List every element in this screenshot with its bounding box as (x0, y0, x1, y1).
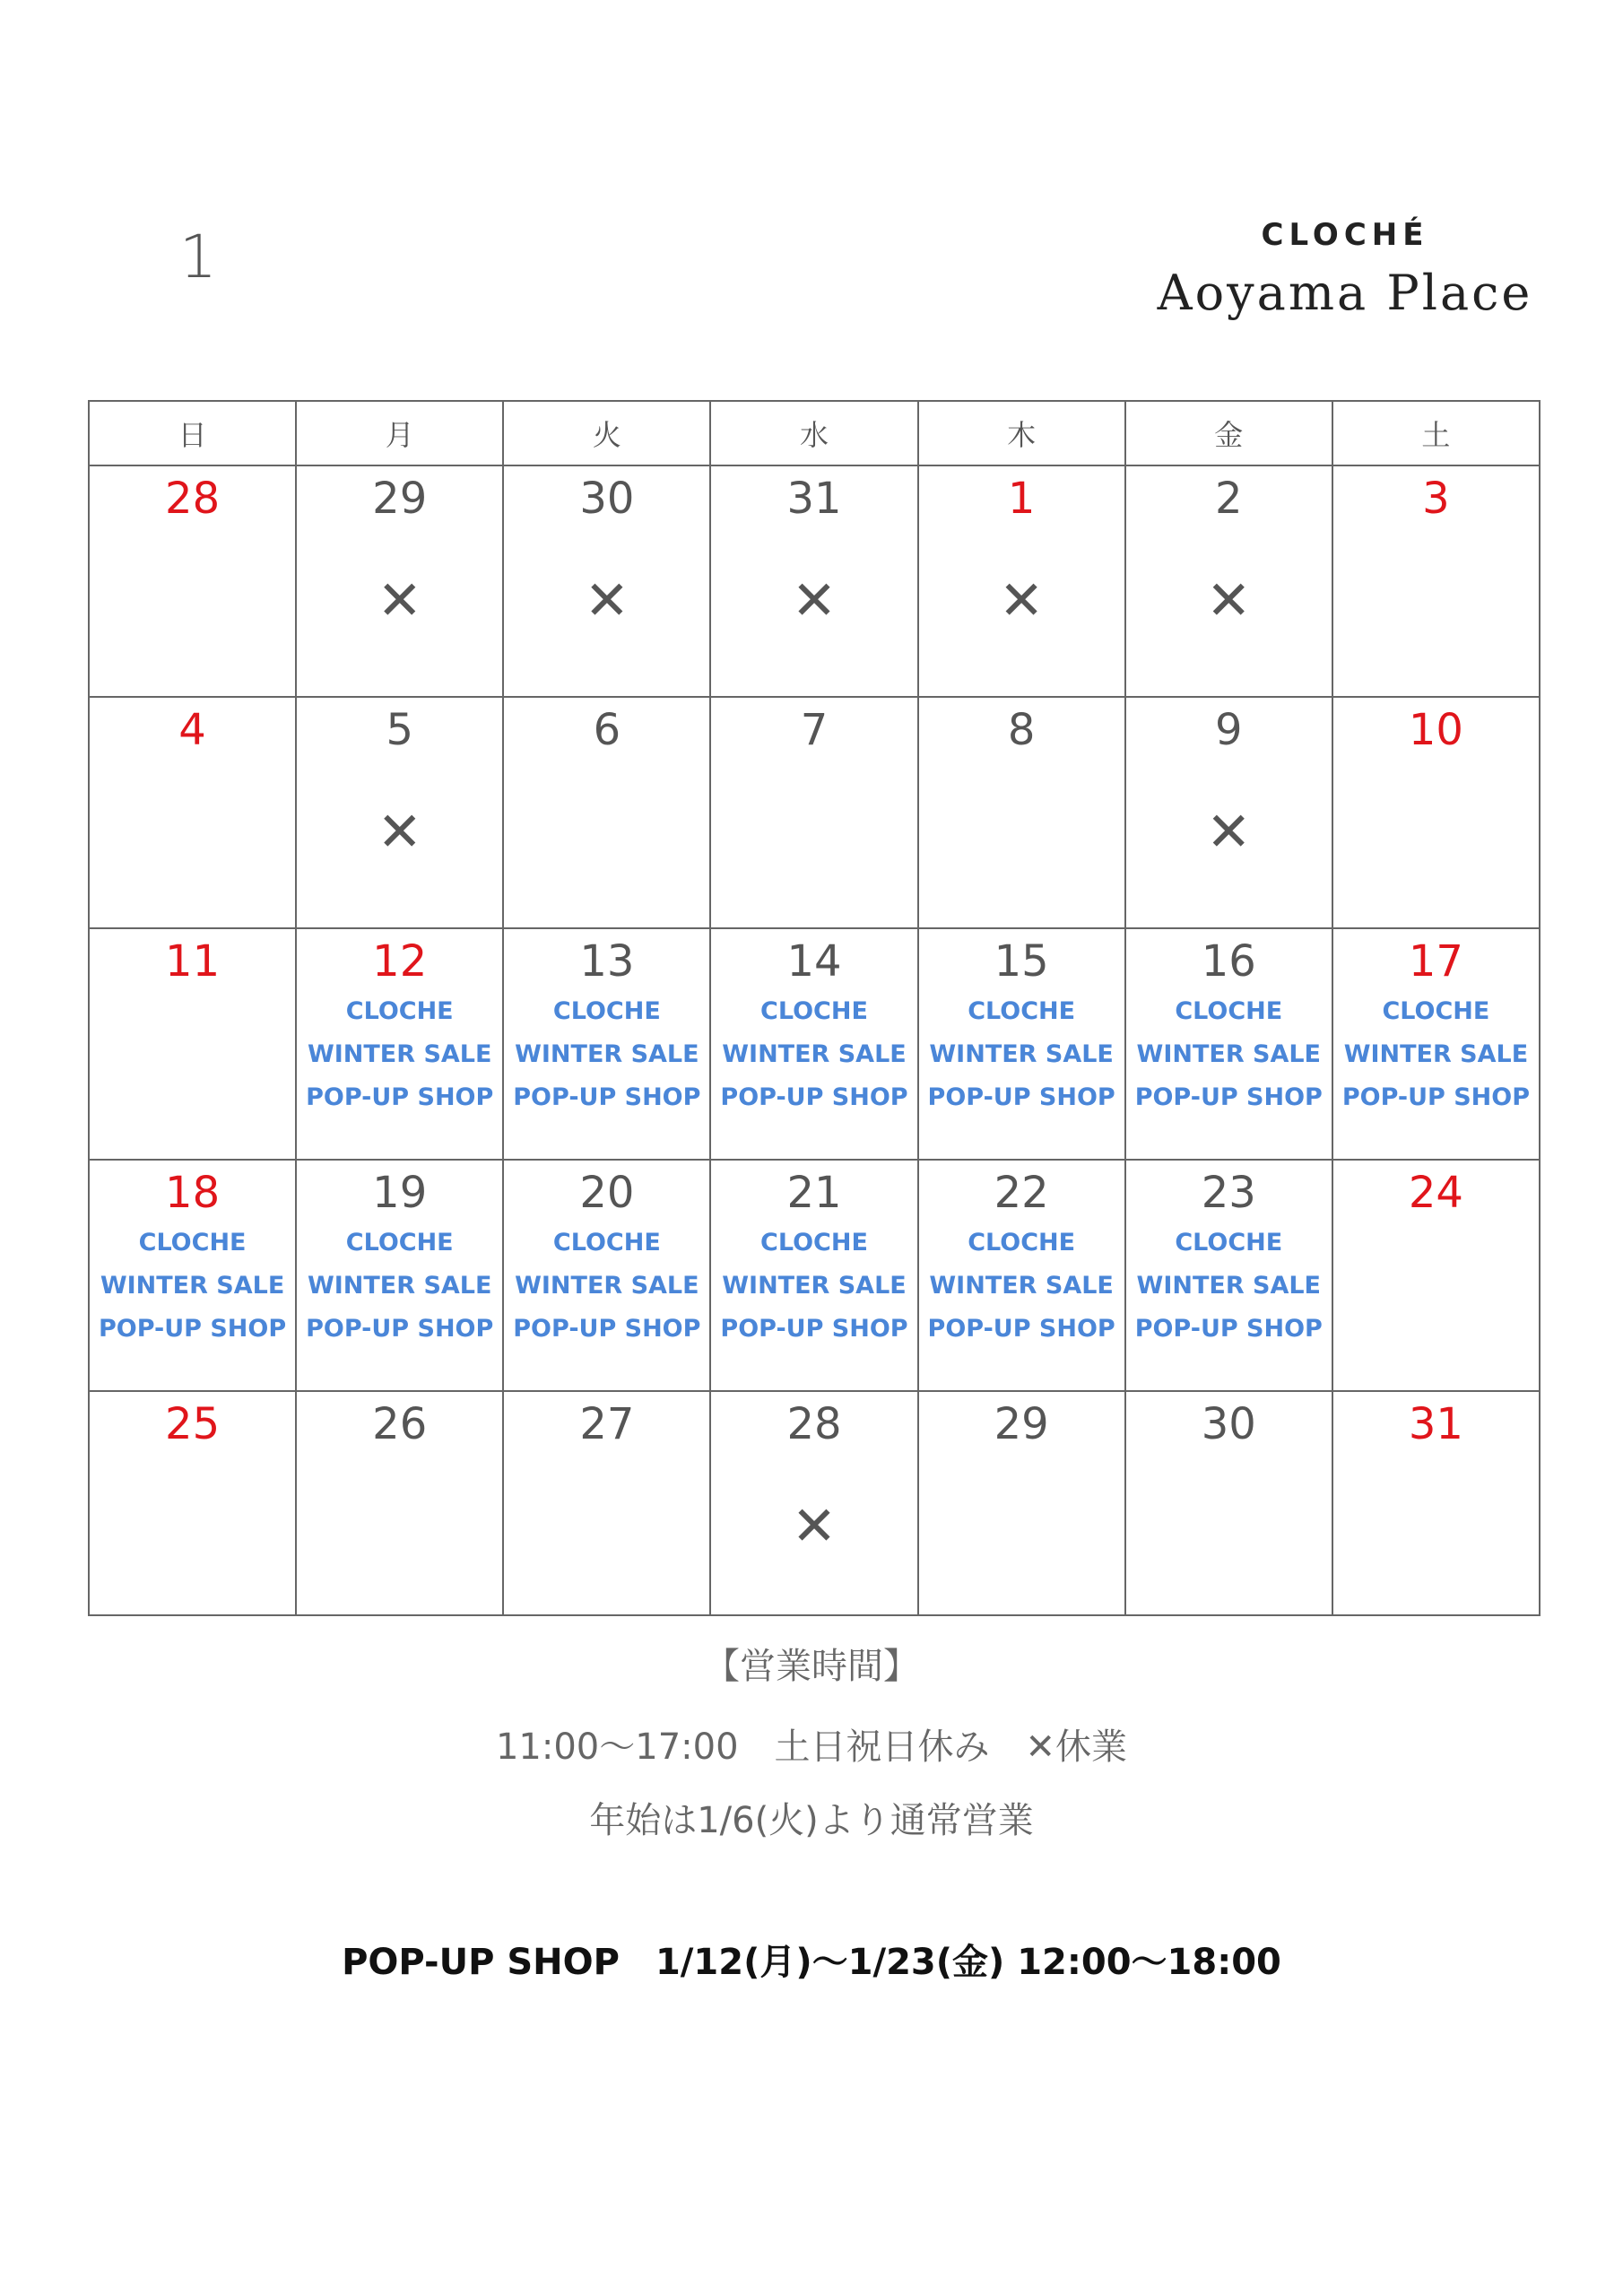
brand-place: Aoyama Place (1157, 265, 1533, 321)
business-hours: 11:00〜17:00 (495, 1726, 739, 1768)
calendar-day-cell (918, 928, 1125, 1160)
day-number: 7 (800, 705, 829, 755)
holiday-note: 土日祝日休み (774, 1726, 990, 1768)
popup-event-label (1126, 990, 1332, 1119)
closed-x-icon: ✕ (1206, 801, 1252, 864)
day-number: 24 (1408, 1168, 1463, 1218)
event-line: POP-UP SHOP (306, 1083, 494, 1111)
weekday-wed: 水 (710, 401, 917, 465)
calendar-day-cell (710, 1160, 917, 1391)
closed-x-icon: ✕ (584, 570, 629, 632)
weekday-sun: 日 (89, 401, 296, 465)
calendar-day-cell (503, 928, 710, 1160)
calendar-week-row (89, 697, 1540, 928)
event-line: WINTER SALE (1343, 1040, 1529, 1068)
calendar-day-cell (710, 1391, 917, 1615)
day-number: 1 (1007, 474, 1036, 524)
weekday-thu: 木 (918, 401, 1125, 465)
calendar-day-cell (1125, 697, 1332, 928)
calendar-day-cell (296, 1391, 503, 1615)
day-number: 23 (1201, 1168, 1256, 1218)
day-number: 16 (1201, 936, 1256, 987)
day-number: 25 (165, 1399, 221, 1449)
close-icon: ✕ (1025, 1726, 1056, 1768)
day-number: 21 (786, 1168, 842, 1218)
day-number: 27 (579, 1399, 635, 1449)
event-line: WINTER SALE (307, 1040, 492, 1068)
event-line: WINTER SALE (100, 1272, 285, 1300)
event-line: POP-UP SHOP (720, 1083, 908, 1111)
calendar-day-cell (1125, 465, 1332, 697)
popup-event-label (919, 1222, 1124, 1351)
calendar-day-cell (918, 465, 1125, 697)
day-number: 30 (579, 474, 635, 524)
closed-x-icon: ✕ (791, 1495, 838, 1558)
popup-label: POP-UP SHOP (342, 1942, 620, 1983)
popup-event-label (711, 1222, 916, 1351)
hours-line (0, 1718, 1623, 1770)
day-number: 3 (1422, 474, 1450, 524)
popup-event-label (1126, 1222, 1332, 1351)
event-line: WINTER SALE (929, 1040, 1114, 1068)
day-number: 28 (165, 474, 221, 524)
calendar-day-cell (710, 465, 917, 697)
day-number: 20 (579, 1168, 635, 1218)
event-line: WINTER SALE (307, 1272, 492, 1300)
day-number: 2 (1215, 474, 1243, 524)
calendar-day-cell (918, 697, 1125, 928)
brand-name: CLOCHÉ (1261, 217, 1429, 253)
event-line: POP-UP SHOP (1134, 1315, 1323, 1343)
day-number: 9 (1215, 705, 1243, 755)
day-number: 29 (372, 474, 428, 524)
day-number: 29 (994, 1399, 1049, 1449)
calendar-day-cell (296, 697, 503, 928)
new-year-note: 年始は1/6(火)より通常営業 (589, 1800, 1034, 1841)
closed-x-icon: ✕ (377, 801, 422, 864)
calendar-day-cell (503, 1391, 710, 1615)
closed-legend-text: 休業 (1055, 1726, 1128, 1768)
day-number: 19 (372, 1168, 428, 1218)
popup-dates: 1/12(月)〜1/23(金) 12:00〜18:00 (655, 1942, 1281, 1983)
calendar-day-cell (918, 1160, 1125, 1391)
calendar-week-row (89, 1391, 1540, 1615)
calendar-body (89, 465, 1540, 1615)
popup-event-label (90, 1222, 295, 1351)
event-line: CLOCHE (1175, 997, 1283, 1025)
month-number: 1 (179, 222, 217, 291)
event-line: CLOCHE (552, 997, 661, 1025)
calendar-day-cell (296, 928, 503, 1160)
popup-event-label (1333, 990, 1539, 1119)
event-line: POP-UP SHOP (1134, 1083, 1323, 1111)
event-line: CLOCHE (1382, 997, 1490, 1025)
calendar-day-cell (296, 1160, 503, 1391)
weekday-mon: 月 (296, 401, 503, 465)
calendar-day-cell (503, 1160, 710, 1391)
weekday-sat: 土 (1332, 401, 1540, 465)
event-line: POP-UP SHOP (513, 1083, 701, 1111)
brand-logo (1157, 212, 1533, 328)
day-number: 8 (1007, 705, 1036, 755)
day-number: 14 (786, 936, 842, 987)
day-number: 10 (1408, 705, 1463, 755)
day-number: 31 (1408, 1399, 1463, 1449)
day-number: 30 (1201, 1399, 1256, 1449)
calendar-day-cell (296, 465, 503, 697)
popup-event-label (504, 990, 709, 1119)
event-line: WINTER SALE (722, 1040, 907, 1068)
weekday-fri: 金 (1125, 401, 1332, 465)
popup-event-label (297, 990, 502, 1119)
calendar-day-cell (1332, 928, 1540, 1160)
calendar-day-cell (89, 697, 296, 928)
event-line: CLOCHE (138, 1229, 247, 1257)
event-line: WINTER SALE (722, 1272, 907, 1300)
day-number: 22 (994, 1168, 1049, 1218)
day-number: 13 (579, 936, 635, 987)
event-line: POP-UP SHOP (927, 1083, 1115, 1111)
calendar-day-cell (89, 928, 296, 1160)
event-line: POP-UP SHOP (1341, 1083, 1530, 1111)
event-line: POP-UP SHOP (306, 1315, 494, 1343)
event-line: CLOCHE (968, 997, 1076, 1025)
event-line: POP-UP SHOP (927, 1315, 1115, 1343)
event-line: CLOCHE (1175, 1229, 1283, 1257)
calendar-day-cell (1332, 1160, 1540, 1391)
day-number: 28 (786, 1399, 842, 1449)
weekday-tue: 火 (503, 401, 710, 465)
event-line: POP-UP SHOP (98, 1315, 287, 1343)
calendar-week-row (89, 465, 1540, 697)
event-line: CLOCHE (552, 1229, 661, 1257)
calendar-day-cell (710, 697, 917, 928)
calendar-week-row (89, 928, 1540, 1160)
popup-event-label (919, 990, 1124, 1119)
calendar-day-cell (1332, 1391, 1540, 1615)
calendar-day-cell (503, 697, 710, 928)
event-line: POP-UP SHOP (513, 1315, 701, 1343)
event-line: CLOCHE (345, 1229, 454, 1257)
calendar-day-cell (918, 1391, 1125, 1615)
event-line: CLOCHE (345, 997, 454, 1025)
weekday-header-row (89, 401, 1540, 465)
calendar-day-cell (1332, 697, 1540, 928)
day-number: 26 (372, 1399, 428, 1449)
calendar-day-cell (710, 928, 917, 1160)
day-number: 11 (165, 936, 221, 987)
closed-x-icon: ✕ (377, 570, 422, 632)
event-line: WINTER SALE (515, 1272, 699, 1300)
calendar-day-cell (503, 465, 710, 697)
day-number: 31 (786, 474, 842, 524)
popup-event-label (297, 1222, 502, 1351)
calendar-day-cell (1125, 928, 1332, 1160)
popup-event-label (711, 990, 916, 1119)
closed-x-icon: ✕ (998, 570, 1045, 632)
calendar-day-cell (1332, 465, 1540, 697)
event-line: WINTER SALE (1136, 1040, 1321, 1068)
event-line: WINTER SALE (515, 1040, 699, 1068)
calendar-day-cell (89, 465, 296, 697)
event-line: WINTER SALE (1136, 1272, 1321, 1300)
calendar-day-cell (1125, 1160, 1332, 1391)
popup-event-label (504, 1222, 709, 1351)
event-line: WINTER SALE (929, 1272, 1114, 1300)
calendar-grid (88, 400, 1541, 1616)
day-number: 17 (1408, 936, 1463, 987)
calendar-day-cell (89, 1160, 296, 1391)
event-line: CLOCHE (968, 1229, 1076, 1257)
day-number: 4 (178, 705, 206, 755)
hours-heading: 【営業時間】 (704, 1646, 919, 1687)
closed-x-icon: ✕ (791, 570, 838, 632)
day-number: 12 (372, 936, 428, 987)
popup-schedule (0, 1934, 1623, 1985)
event-line: POP-UP SHOP (720, 1315, 908, 1343)
event-line: CLOCHE (760, 997, 868, 1025)
closed-x-icon: ✕ (1206, 570, 1252, 632)
calendar-day-cell (1125, 1391, 1332, 1615)
day-number: 15 (994, 936, 1049, 987)
calendar-week-row (89, 1160, 1540, 1391)
day-number: 18 (165, 1168, 221, 1218)
day-number: 6 (593, 705, 621, 755)
calendar-day-cell (89, 1391, 296, 1615)
day-number: 5 (386, 705, 413, 755)
event-line: CLOCHE (760, 1229, 868, 1257)
